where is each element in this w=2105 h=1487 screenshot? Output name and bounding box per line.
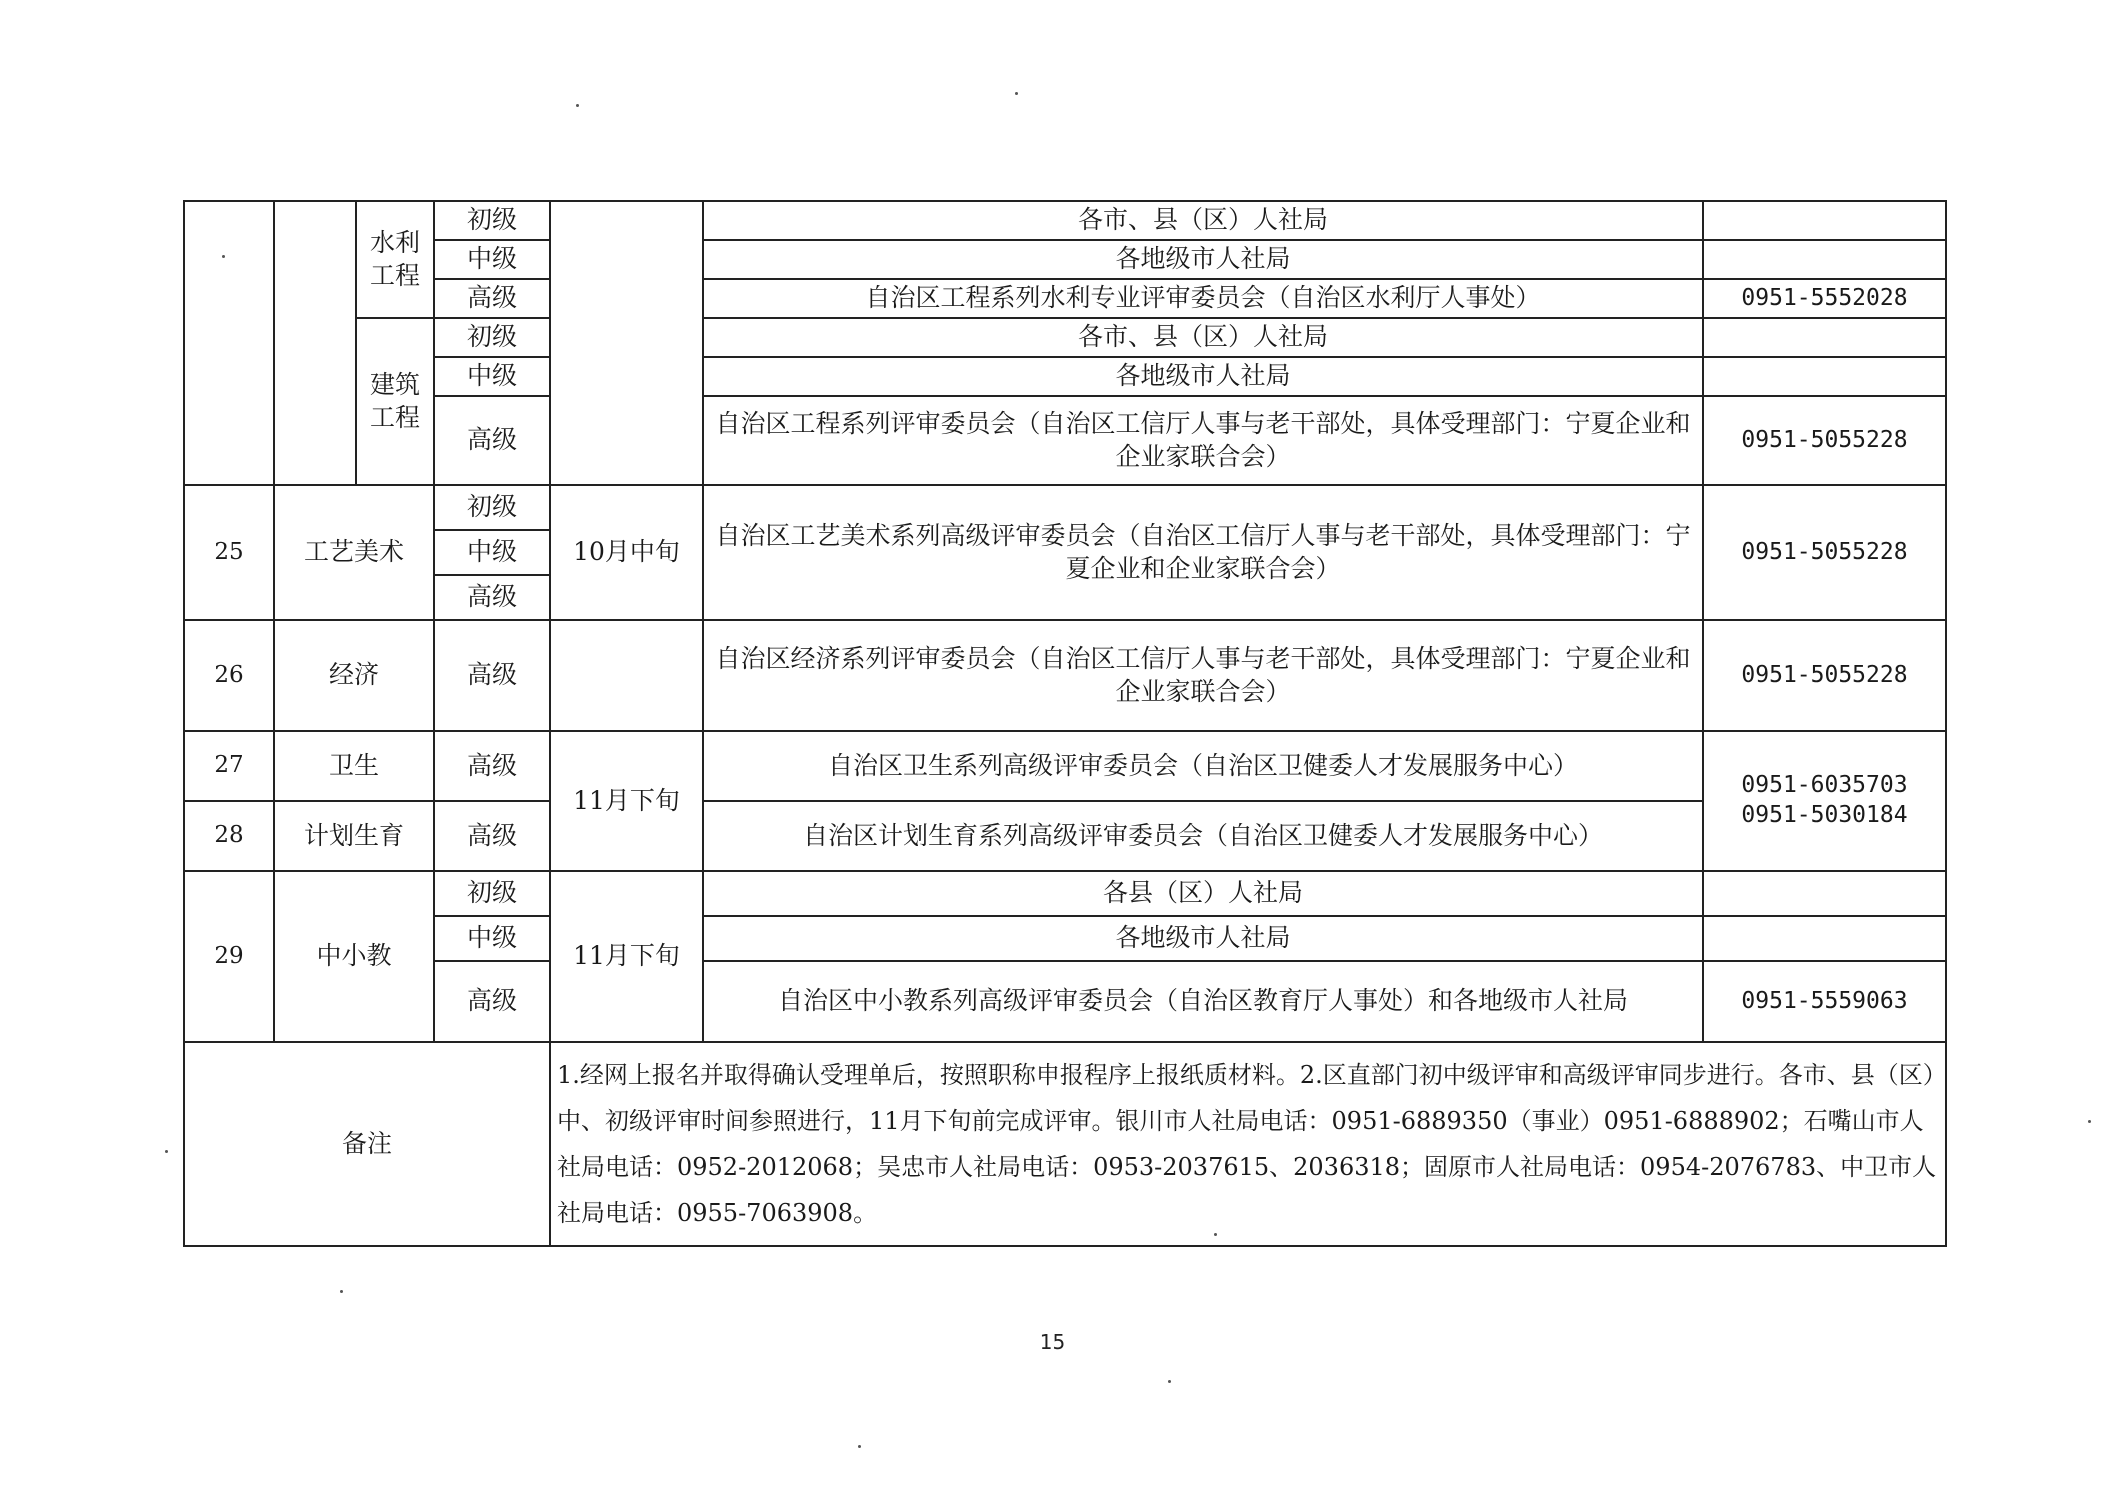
level-cell [434,916,550,961]
level-label: 高级 [466,986,517,1016]
time-label: 11月下旬 [573,941,680,971]
dept-label: 各县（区）人社局 [1102,878,1303,908]
level-label: 中级 [466,537,517,567]
table-row [184,485,1946,530]
level-cell [434,731,550,801]
empty-category-cell [274,201,356,485]
phone-cell [1703,871,1946,916]
table-row [184,318,1946,357]
category-cell [274,731,434,801]
dept-cell [703,731,1703,801]
row-number-label: 26 [214,661,244,688]
subcategory-label: 建筑工程 [369,370,420,432]
phone-cell [1703,240,1946,279]
level-cell [434,318,550,357]
dept-cell [703,485,1703,620]
dept-cell [703,871,1703,916]
notes-text-cell [550,1042,1946,1246]
subcategory-label: 水利工程 [369,228,420,290]
phone-cell [1703,961,1946,1042]
phone-cell [1703,201,1946,240]
level-label: 中级 [466,361,517,391]
category-label: 经济 [328,660,379,690]
row-number [184,620,274,731]
phone-cell [1703,279,1946,318]
dept-cell [703,801,1703,871]
row-number-label: 27 [214,752,244,779]
phone-cell [1703,318,1946,357]
row-number [184,485,274,620]
level-cell [434,620,550,731]
dept-cell [703,318,1703,357]
scan-speck [576,104,579,107]
scan-speck [165,1150,168,1153]
dept-cell [703,396,1703,485]
phone-label: 0951-5055228 [1741,426,1908,453]
dept-label: 自治区工程系列评审委员会（自治区工信厅人事与老干部处，具体受理部门：宁夏企业和企业家联合会） [715,409,1691,471]
table-row [184,201,1946,240]
phone-cell [1703,916,1946,961]
level-label: 中级 [466,923,517,953]
dept-label: 各地级市人社局 [1115,923,1291,953]
phone-label: 0951-6035703 [1741,772,1908,799]
phone-cell [1703,396,1946,485]
empty-number-cell [184,201,274,485]
phone-label: 0951-5030184 [1741,802,1908,828]
scan-speck [340,1290,343,1293]
dept-label: 自治区卫生系列高级评审委员会（自治区卫健委人才发展服务中心） [827,750,1578,780]
dept-label: 自治区中小教系列高级评审委员会（自治区教育厅人事处）和各地级市人社局 [777,986,1628,1016]
category-cell [274,871,434,1042]
dept-label: 自治区计划生育系列高级评审委员会（自治区卫健委人才发展服务中心） [802,820,1603,850]
level-cell [434,801,550,871]
category-cell [274,485,434,620]
level-cell [434,485,550,530]
dept-label: 自治区工程系列水利专业评审委员会（自治区水利厅人事处） [865,283,1541,313]
scan-speck [1015,92,1018,95]
phone-label: 0951-5055228 [1741,661,1908,688]
row-number [184,871,274,1042]
dept-label: 各地级市人社局 [1115,244,1291,274]
table-row [184,801,1946,871]
dept-cell [703,916,1703,961]
empty-time-cell [550,201,703,485]
dept-cell [703,620,1703,731]
dept-cell [703,961,1703,1042]
dept-label: 自治区工艺美术系列高级评审委员会（自治区工信厅人事与老干部处，具体受理部门：宁夏企业和企业家联合会） [715,521,1691,583]
scan-speck [1168,1380,1171,1383]
subcategory-cell [356,318,434,485]
level-label: 中级 [466,244,517,274]
level-label: 初级 [466,878,517,908]
dept-cell [703,240,1703,279]
level-cell [434,201,550,240]
phone-cell [1703,357,1946,396]
phone-cell [1703,731,1946,871]
dept-label: 自治区经济系列评审委员会（自治区工信厅人事与老干部处，具体受理部门：宁夏企业和企业家联合会） [715,644,1691,706]
row-number-label: 25 [214,538,244,565]
level-cell [434,961,550,1042]
table-row [184,240,1946,279]
level-label: 初级 [466,492,517,522]
table-row [184,279,1946,318]
level-label: 高级 [466,820,517,850]
dept-cell [703,201,1703,240]
category-label: 计划生育 [303,820,404,850]
row-number [184,801,274,871]
table-row [184,620,1946,731]
category-cell [274,620,434,731]
table-row [184,961,1946,1042]
phone-cell [1703,620,1946,731]
level-cell [434,871,550,916]
notes-row [184,1042,1946,1246]
level-cell [434,396,550,485]
table-row [184,731,1946,801]
table-row [184,357,1946,396]
level-cell [434,279,550,318]
category-label: 卫生 [328,750,379,780]
table-row [184,871,1946,916]
scan-speck [1214,1233,1217,1236]
dept-cell [703,279,1703,318]
dept-label: 各地级市人社局 [1115,361,1291,391]
level-cell [434,530,550,575]
notes-text: 1.经网上报名并取得确认受理单后，按照职称申报程序上报纸质材料。2.区直部门初中级评审和高级评审同步进行。各市、县（区）中、初级评审时间参照进行，11月下旬前完成评审。银川市人社局电话：0951-6889350（事业）0951-6888902；石嘴山市人社局电话：0952-2012068；吴忠市人社局电话：0953-2037615、2036318；固原市人社局电话：0954-2076783、中卫市人社局电话：0955-7063908。 [557,1061,1937,1227]
row-number-label: 28 [214,822,244,849]
level-label: 初级 [466,322,517,352]
level-label: 初级 [466,205,517,235]
time-cell [550,871,703,1042]
phone-label: 0951-5055228 [1741,538,1908,565]
evaluation-schedule-table [183,200,1947,1247]
level-label: 高级 [466,283,517,313]
scan-speck [2088,1120,2091,1123]
dept-label: 各市、县（区）人社局 [1077,322,1328,352]
page-number: 15 [1039,1330,1066,1354]
phone-label: 0951-5552028 [1741,284,1908,311]
scan-speck [858,1445,861,1448]
time-cell [550,731,703,871]
level-cell [434,357,550,396]
level-label: 高级 [466,660,517,690]
level-cell [434,575,550,620]
time-label: 11月下旬 [573,785,680,815]
category-label: 工艺美术 [303,537,404,567]
level-cell [434,240,550,279]
level-label: 高级 [466,750,517,780]
notes-label-cell [184,1042,550,1246]
subcategory-cell [356,201,434,318]
table-row [184,916,1946,961]
phone-label: 0951-5559063 [1741,987,1908,1014]
phone-cell [1703,485,1946,620]
dept-label: 各市、县（区）人社局 [1077,205,1328,235]
level-label: 高级 [466,582,517,612]
time-cell [550,485,703,620]
category-label: 中小教 [316,941,392,971]
level-label: 高级 [466,425,517,455]
time-label: 10月中旬 [573,537,680,567]
row-number [184,731,274,801]
table-row [184,396,1946,485]
category-cell [274,801,434,871]
empty-time-cell [550,620,703,731]
row-number-label: 29 [214,942,244,969]
scan-speck [222,255,225,258]
dept-cell [703,357,1703,396]
notes-label: 备注 [341,1128,392,1158]
